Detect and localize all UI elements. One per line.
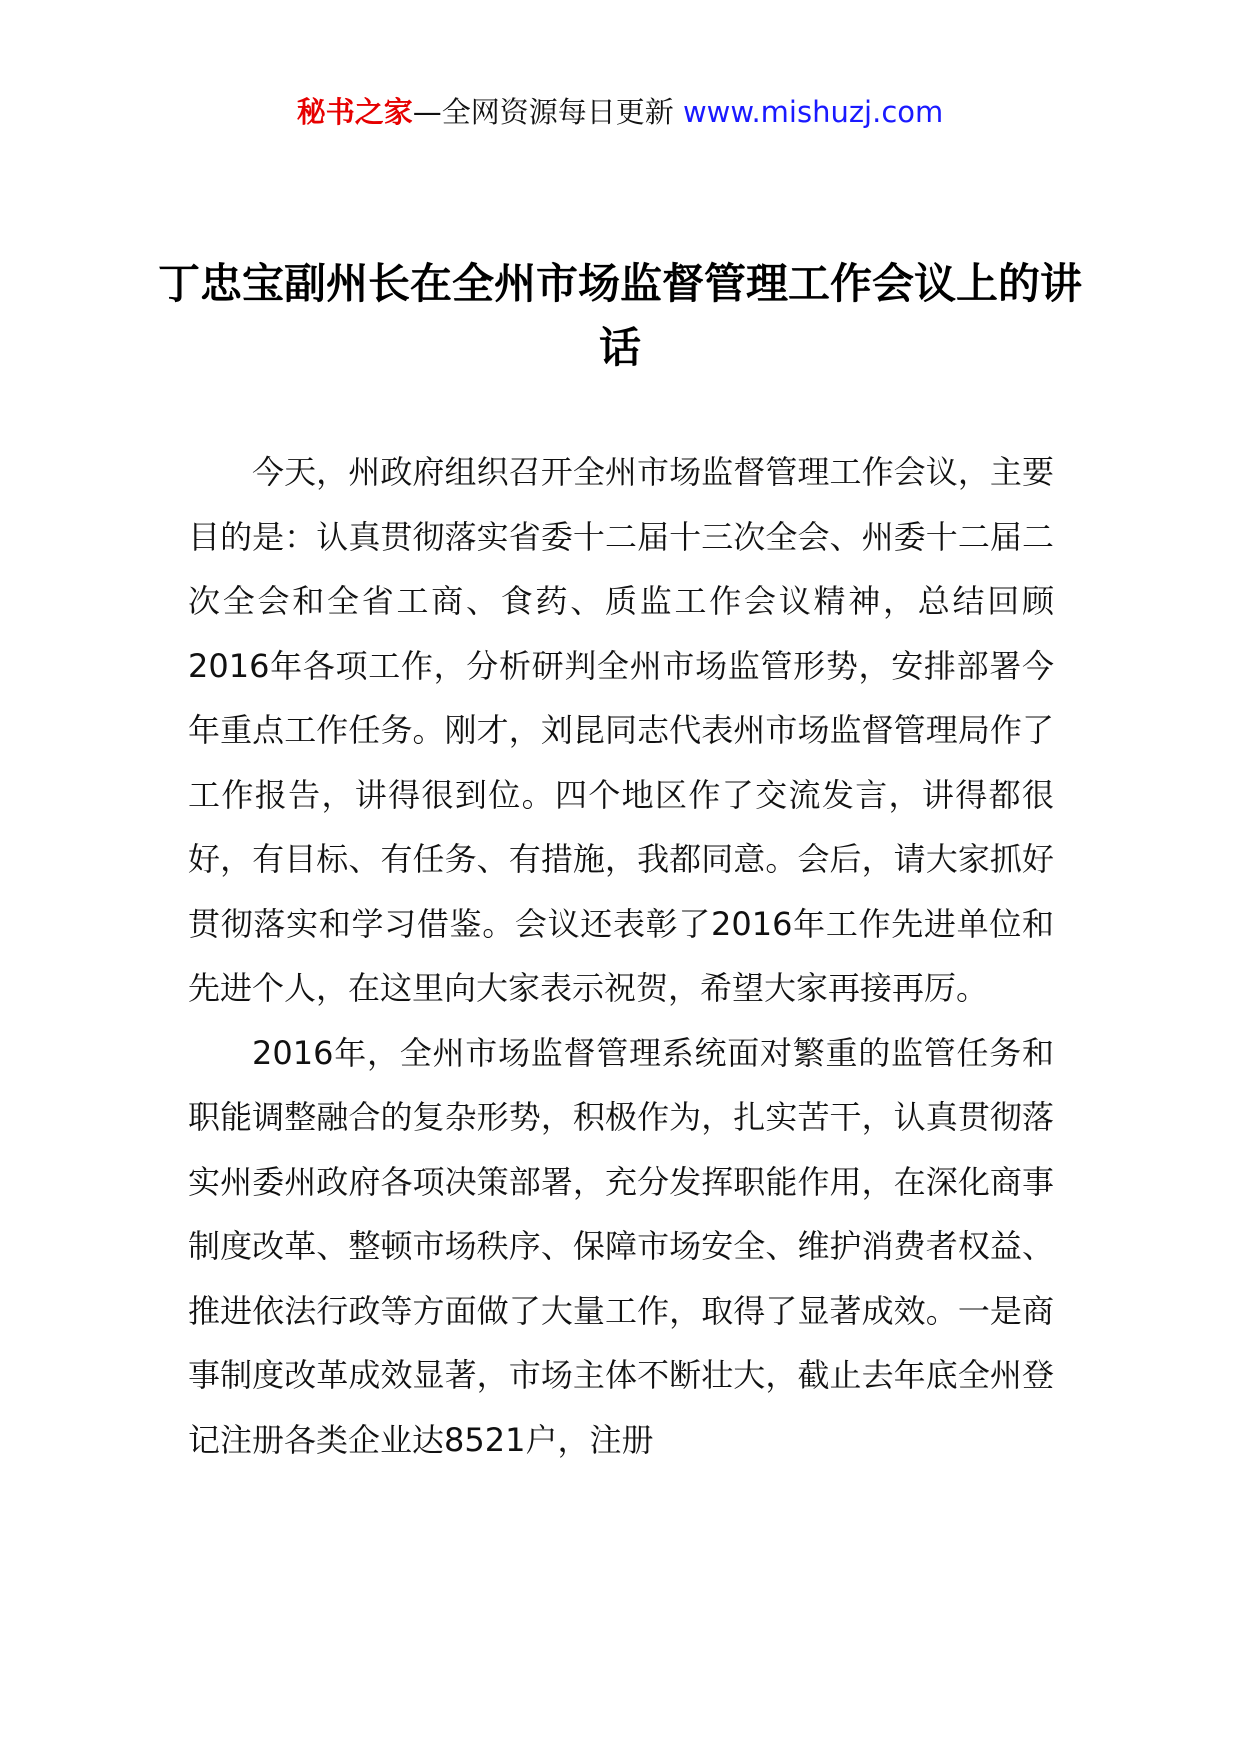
site-url-link[interactable]: www.mishuzj.com	[682, 95, 944, 129]
brand-name: 秘书之家	[296, 95, 413, 129]
header-slogan: —全网资源每日更新	[412, 95, 683, 129]
document-title: 丁忠宝副州长在全州市场监督管理工作会议上的讲话	[157, 259, 1082, 372]
paragraph: 今天，州政府组织召开全州市场监督管理工作会议，主要目的是：认真贯彻落实省委十二届十三次全会、州委十二届二次全会和全省工商、食药、质监工作会议精神，总结回顾2016年各项工作，分析研判全州市场监管形势，安排部署今年重点工作任务。刚才，刘昆同志代表州市场监督管理局作了工作报告，讲得很到位。四个地区作了交流发言，讲得都很好，有目标、有任务、有措施，我都同意。会后，请大家抓好贯彻落实和学习借鉴。会议还表彰了2016年工作先进单位和先进个人，在这里向大家表示祝贺，希望大家再接再厉。	[188, 453, 1054, 1007]
document-body	[188, 440, 1054, 1472]
site-header	[0, 92, 1240, 132]
paragraph: 2016年，全州市场监督管理系统面对繁重的监管任务和职能调整融合的复杂形势，积极作为，扎实苦干，认真贯彻落实州委州政府各项决策部署，充分发挥职能作用，在深化商事制度改革、整顿市场秩序、保障市场安全、维护消费者权益、推进依法行政等方面做了大量工作，取得了显著成效。一是商事制度改革成效显著，市场主体不断壮大，截止去年底全州登记注册各类企业达8521户，注册	[188, 1033, 1054, 1459]
